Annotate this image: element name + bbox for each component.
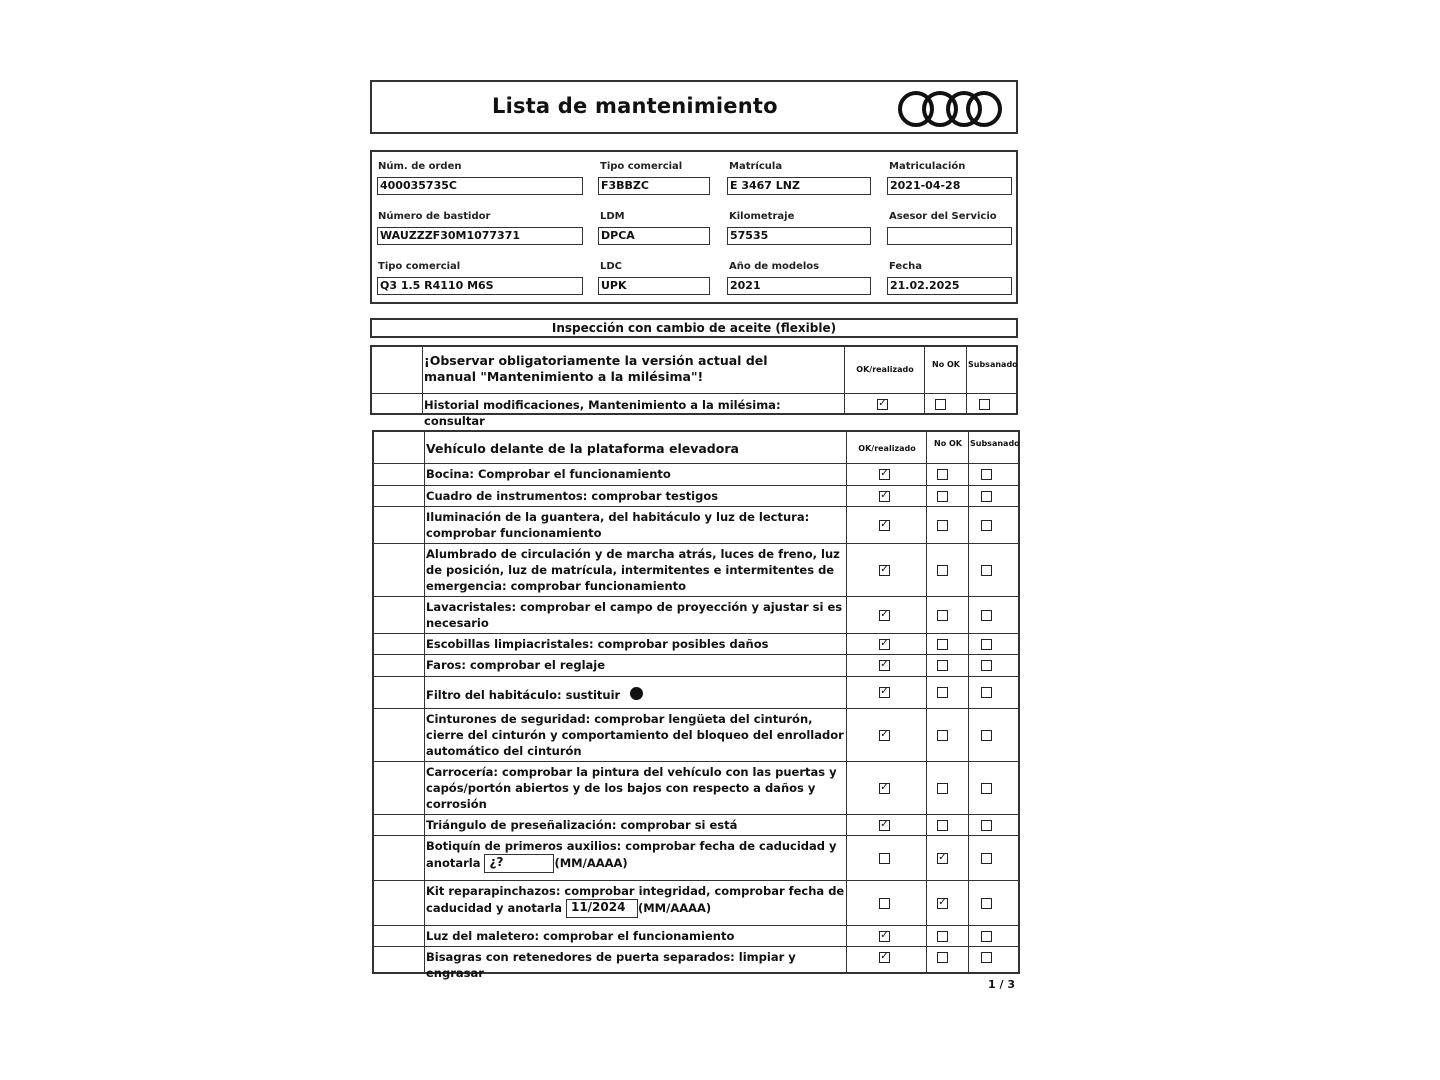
fixed-checkbox[interactable] xyxy=(981,610,992,621)
ok-checkbox[interactable]: ✓ xyxy=(880,659,889,670)
manual-notice: ¡Observar obligatoriamente la versión actual del manual "Mantenimiento a la milésima"! xyxy=(424,353,768,384)
row-text xyxy=(426,466,846,482)
ok-checkbox[interactable]: ✓ xyxy=(880,564,889,575)
notok-checkbox[interactable] xyxy=(937,469,948,480)
row-label: Kit reparapinchazos: comprobar integridad, comprobar fecha de caducidad y anotarla xyxy=(426,884,845,915)
table-row xyxy=(374,506,1018,544)
expiry-date-input[interactable]: ¿? xyxy=(484,854,554,873)
ldm-label: LDM xyxy=(600,211,625,222)
notok-checkbox[interactable] xyxy=(935,399,946,410)
ok-checkbox[interactable]: ✓ xyxy=(878,398,887,409)
row-label: Triángulo de preseñalización: comprobar si está xyxy=(426,818,738,832)
row-text xyxy=(426,687,846,703)
expiry-date-input[interactable]: 11/2024 xyxy=(566,899,638,918)
row-text xyxy=(426,509,846,541)
row-text xyxy=(426,838,846,873)
notok-checkbox[interactable] xyxy=(937,952,948,963)
row-text xyxy=(426,546,846,594)
km-field: 57535 xyxy=(727,227,871,245)
fixed-checkbox[interactable] xyxy=(981,931,992,942)
plate-label: Matrícula xyxy=(729,161,783,172)
ok-column-header: OK/realizado xyxy=(856,365,914,374)
page-title: Lista de mantenimiento xyxy=(492,94,778,118)
notok-checkbox[interactable] xyxy=(937,565,948,576)
vehicle-checklist-table xyxy=(372,430,1020,980)
fixed-checkbox[interactable] xyxy=(981,952,992,963)
commercial-type-field: F3BBZC xyxy=(598,177,710,195)
ok-checkbox[interactable] xyxy=(879,853,890,864)
table-row xyxy=(374,485,1018,507)
four-rings-logo-icon xyxy=(896,89,1004,129)
fixed-checkbox[interactable] xyxy=(981,639,992,650)
table-row xyxy=(374,814,1018,836)
row-text xyxy=(426,883,846,918)
fixed-checkbox[interactable] xyxy=(981,520,992,531)
model-field: Q3 1.5 R4110 M6S xyxy=(377,277,583,295)
row-label: Bocina: Comprobar el funcionamiento xyxy=(426,467,671,481)
ok-checkbox[interactable]: ✓ xyxy=(880,782,889,793)
notok-checkbox[interactable] xyxy=(937,730,948,741)
ok-checkbox[interactable]: ✓ xyxy=(880,951,889,962)
fixed-column-header: Subsanado xyxy=(970,439,1020,448)
ok-checkbox[interactable] xyxy=(879,898,890,909)
fixed-checkbox[interactable] xyxy=(981,820,992,831)
row-text xyxy=(426,817,846,833)
fixed-checkbox[interactable] xyxy=(981,469,992,480)
vehicle-info-panel xyxy=(370,150,1018,304)
date-field: 21.02.2025 xyxy=(887,277,1012,295)
ldc-label: LDC xyxy=(600,261,623,272)
row-label: Filtro del habitáculo: sustituir xyxy=(426,688,621,702)
fixed-checkbox[interactable] xyxy=(981,491,992,502)
vehicle-block-title: Vehículo delante de la plataforma elevadora xyxy=(426,441,739,456)
date-label: Fecha xyxy=(889,261,923,272)
fixed-checkbox[interactable] xyxy=(981,660,992,671)
row-text xyxy=(426,636,846,652)
table-row xyxy=(374,596,1018,634)
ok-column-header: OK/realizado xyxy=(858,444,916,453)
notok-column-header: No OK xyxy=(934,439,962,448)
document-header xyxy=(370,80,1018,134)
row-label: Carrocería: comprobar la pintura del vehículo con las puertas y capós/portón abiertos y de los bajos con respecto a daños y corrosión xyxy=(426,765,837,811)
fixed-checkbox[interactable] xyxy=(981,783,992,794)
km-label: Kilometraje xyxy=(729,211,795,222)
registration-field: 2021-04-28 xyxy=(887,177,1012,195)
fixed-checkbox[interactable] xyxy=(981,730,992,741)
vin-label: Número de bastidor xyxy=(378,211,491,222)
row-label: Iluminación de la guantera, del habitáculo y luz de lectura: comprobar funcionamiento xyxy=(426,510,810,540)
notok-checkbox[interactable] xyxy=(937,491,948,502)
date-format-hint: (MM/AAAA) xyxy=(637,901,712,915)
model-year-field: 2021 xyxy=(727,277,871,295)
plate-field: E 3467 LNZ xyxy=(727,177,871,195)
date-format-hint: (MM/AAAA) xyxy=(554,856,628,870)
fixed-column-header: Subsanado xyxy=(968,360,1018,369)
ok-checkbox[interactable]: ✓ xyxy=(880,819,889,830)
table-row xyxy=(374,925,1018,947)
service-dot-icon xyxy=(630,687,643,700)
table-row xyxy=(374,708,1018,762)
notok-checkbox[interactable]: ✓ xyxy=(938,852,947,863)
table-row xyxy=(374,676,1018,709)
row-label: Alumbrado de circulación y de marcha atrás, luces de freno, luz de posición, luz de matrícula, intermitentes e intermitentes de emergencia: comprobar funcionamiento xyxy=(426,547,840,593)
table-row xyxy=(372,393,1016,428)
row-label: Cinturones de seguridad: comprobar lengüeta del cinturón, cierre del cinturón y comportamiento del bloqueo del enrollador automático del cinturón xyxy=(426,712,844,758)
order-field: 400035735C xyxy=(377,177,583,195)
fixed-checkbox[interactable] xyxy=(981,687,992,698)
row-text xyxy=(426,764,846,812)
notok-checkbox[interactable] xyxy=(937,783,948,794)
ok-checkbox[interactable]: ✓ xyxy=(880,930,889,941)
notok-checkbox[interactable] xyxy=(937,520,948,531)
ok-checkbox[interactable]: ✓ xyxy=(880,609,889,620)
model-year-label: Año de modelos xyxy=(729,261,820,272)
row-text xyxy=(426,711,846,759)
notok-checkbox[interactable] xyxy=(937,610,948,621)
ldc-field: UPK xyxy=(598,277,710,295)
fixed-checkbox[interactable] xyxy=(981,853,992,864)
table-row xyxy=(374,880,1018,926)
row-label: Faros: comprobar el reglaje xyxy=(426,658,606,672)
advisor-field xyxy=(887,227,1012,245)
table-row xyxy=(374,654,1018,677)
table-row xyxy=(374,761,1018,815)
table-row xyxy=(374,463,1018,486)
notok-checkbox[interactable] xyxy=(937,639,948,650)
row-text xyxy=(426,599,846,631)
notok-checkbox[interactable] xyxy=(937,931,948,942)
row-text xyxy=(426,949,846,981)
model-label: Tipo comercial xyxy=(378,261,461,272)
manual-table xyxy=(370,345,1018,428)
fixed-checkbox[interactable] xyxy=(981,898,992,909)
order-label: Núm. de orden xyxy=(378,161,462,172)
ok-checkbox[interactable]: ✓ xyxy=(880,490,889,501)
row-label: Luz del maletero: comprobar el funcionamiento xyxy=(426,929,735,943)
fixed-checkbox[interactable] xyxy=(981,565,992,576)
row-label: Bisagras con retenedores de puerta separados: limpiar y engrasar xyxy=(426,950,796,980)
section-title: Inspección con cambio de aceite (flexible) xyxy=(370,318,1018,338)
table-row xyxy=(374,946,1018,980)
row-text xyxy=(426,488,846,504)
ok-checkbox[interactable]: ✓ xyxy=(880,686,889,697)
ok-checkbox[interactable]: ✓ xyxy=(880,638,889,649)
notok-checkbox[interactable] xyxy=(937,820,948,831)
row-text xyxy=(426,657,846,673)
vin-field: WAUZZZF30M1077371 xyxy=(377,227,583,245)
row-text xyxy=(426,928,846,944)
ldm-field: DPCA xyxy=(598,227,710,245)
advisor-label: Asesor del Servicio xyxy=(889,211,997,222)
row-label: Botiquín de primeros auxilios: comprobar fecha de caducidad y anotarla xyxy=(426,839,837,870)
ok-checkbox[interactable]: ✓ xyxy=(880,468,889,479)
ok-checkbox[interactable]: ✓ xyxy=(880,519,889,530)
ok-checkbox[interactable]: ✓ xyxy=(880,729,889,740)
page-number: 1 / 3 xyxy=(988,978,1015,991)
notok-column-header: No OK xyxy=(932,360,960,369)
table-row xyxy=(374,835,1018,881)
registration-label: Matriculación xyxy=(889,161,966,172)
table-row xyxy=(374,543,1018,597)
fixed-checkbox[interactable] xyxy=(979,399,990,410)
table-row xyxy=(374,633,1018,655)
row-text: Historial modificaciones, Mantenimiento a la milésima: consultar xyxy=(424,398,781,428)
row-label: Cuadro de instrumentos: comprobar testigos xyxy=(426,489,719,503)
notok-checkbox[interactable]: ✓ xyxy=(938,897,947,908)
notok-checkbox[interactable] xyxy=(937,660,948,671)
row-label: Lavacristales: comprobar el campo de proyección y ajustar si es necesario xyxy=(426,600,843,630)
row-label: Escobillas limpiacristales: comprobar posibles daños xyxy=(426,637,769,651)
commercial-type-label: Tipo comercial xyxy=(600,161,683,172)
notok-checkbox[interactable] xyxy=(937,687,948,698)
